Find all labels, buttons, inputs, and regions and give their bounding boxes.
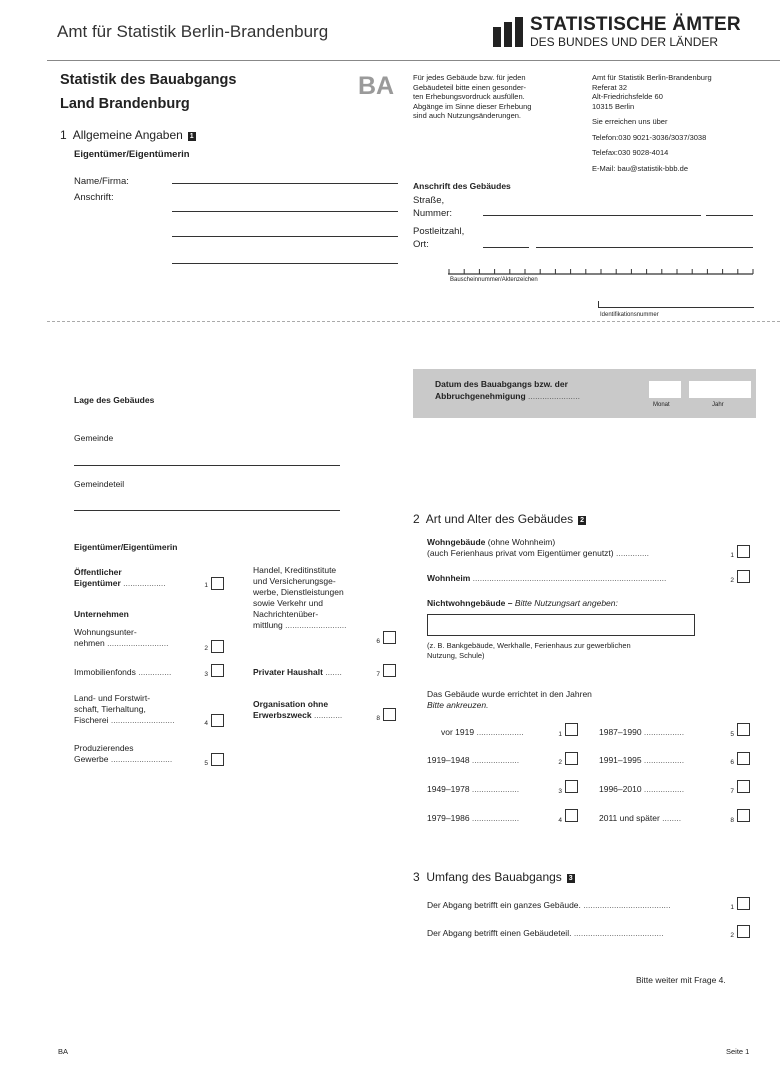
- year-option-checkbox[interactable]: [565, 752, 578, 765]
- logo-line1: STATISTISCHE ÄMTER: [530, 14, 741, 35]
- building-address-heading: Anschrift des Gebäudes: [413, 181, 511, 191]
- house-number-field[interactable]: [706, 215, 753, 216]
- logo: [492, 14, 762, 50]
- usage-type-hint: (z. B. Bankgebäude, Werkhalle, Ferienhaus zur gewerblichen Nutzung, Schule): [427, 641, 631, 660]
- year-option-label: 1991–1995 .................: [599, 755, 685, 765]
- district-field[interactable]: [74, 510, 340, 511]
- year-option-label: 1987–1990 .................: [599, 727, 685, 737]
- header-divider: [47, 60, 780, 61]
- year-option-checkbox[interactable]: [565, 723, 578, 736]
- city-field[interactable]: [536, 247, 753, 248]
- id-number-label: Identifikationsnummer: [600, 312, 659, 318]
- form-title-1: Statistik des Bauabgangs: [60, 72, 237, 88]
- building-part-label: Der Abgang betrifft einen Gebäudeteil. ......................................: [427, 928, 664, 938]
- built-years-heading: Das Gebäude wurde errichtet in den Jahren Bitte ankreuzen.: [427, 689, 592, 710]
- nonresidential-label: Nichtwohngebäude – Bitte Nutzungsart angeben:: [427, 598, 618, 608]
- owner-heading: Eigentümer/Eigentümerin: [74, 149, 190, 160]
- year-option-label: 1919–1948 ....................: [427, 755, 520, 765]
- postal-code-field[interactable]: [483, 247, 529, 248]
- location-heading: Lage des Gebäudes: [74, 395, 155, 405]
- page-number: Seite 1: [726, 1047, 750, 1056]
- year-option-label: 1996–2010 .................: [599, 784, 685, 794]
- public-owner-label: Öffentlicher Eigentümer ..................: [74, 567, 166, 588]
- nonprofit-label: Organisation ohne Erwerbszweck ............: [253, 699, 343, 720]
- housing-company-checkbox[interactable]: [211, 640, 224, 653]
- usage-type-input[interactable]: [427, 614, 695, 636]
- bauschein-label: Bauscheinnummer/Aktenzeichen: [450, 277, 538, 283]
- manufacturing-checkbox[interactable]: [211, 753, 224, 766]
- year-option-checkbox[interactable]: [565, 809, 578, 822]
- year-option-label: 1949–1978 ....................: [427, 784, 520, 794]
- nonprofit-checkbox[interactable]: [383, 708, 396, 721]
- district-label: Gemeindeteil: [74, 479, 125, 489]
- residential-checkbox[interactable]: [737, 545, 750, 558]
- section-divider: [47, 321, 780, 322]
- whole-building-label: Der Abgang betrifft ein ganzes Gebäude. .....................................: [427, 900, 671, 910]
- address-label: Anschrift:: [74, 192, 114, 203]
- form-code: BA: [358, 72, 395, 100]
- street-label-2: Nummer:: [413, 208, 453, 219]
- address-field-2[interactable]: [172, 236, 398, 237]
- date-label-1: Datum des Bauabgangs bzw. der: [435, 379, 568, 389]
- section3-heading: 3 Umfang des Bauabgangs 3: [413, 870, 573, 884]
- contact-block: Amt für Statistik Berlin-Brandenburg Referat 32 Alt-Friedrichsfelde 60 10315 Berlin Sie erreichen uns über Telefon:030 9021-3036/3037/3038 Telefax:030 9028-4014 E-Mail: bau@statistik-bbb.de: [592, 73, 712, 173]
- municipality-field[interactable]: [74, 465, 340, 466]
- continue-note: Bitte weiter mit Frage 4.: [636, 975, 726, 985]
- building-part-checkbox[interactable]: [737, 925, 750, 938]
- bauschein-number-field[interactable]: [448, 266, 758, 276]
- owner-type-heading: Eigentümer/Eigentümerin: [74, 542, 178, 552]
- bar-chart-logo-icon: [492, 17, 526, 47]
- year-option-checkbox[interactable]: [565, 780, 578, 793]
- form-title-2: Land Brandenburg: [60, 96, 190, 112]
- year-option-label: vor 1919 ....................: [441, 727, 524, 737]
- footer-form-code: BA: [58, 1047, 69, 1056]
- trade-label: Handel, Kreditinstitute und Versicherungsge- werbe, Dienstleistungen sowie Verkehr und Nachrichtenüber- mittlung ..........................: [253, 565, 347, 630]
- date-box: [413, 369, 756, 418]
- manufacturing-label: Produzierendes Gewerbe ..........................: [74, 743, 173, 764]
- trade-checkbox[interactable]: [383, 631, 396, 644]
- residential-label: Wohngebäude (ohne Wohnheim) (auch Ferienhaus privat vom Eigentümer genutzt) ..............: [427, 537, 650, 558]
- month-field[interactable]: [649, 381, 681, 398]
- hostel-checkbox[interactable]: [737, 570, 750, 583]
- section2-heading: 2 Art und Alter des Gebäudes 2: [413, 512, 585, 526]
- companies-heading: Unternehmen: [74, 609, 129, 619]
- logo-line2: DES BUNDES UND DER LÄNDER: [530, 35, 719, 49]
- real-estate-fund-checkbox[interactable]: [211, 664, 224, 677]
- private-household-checkbox[interactable]: [383, 664, 396, 677]
- housing-company-label: Wohnungsunter- nehmen ..........................: [74, 627, 169, 648]
- month-label: Monat: [653, 402, 670, 408]
- year-option-checkbox[interactable]: [737, 723, 750, 736]
- instructions: Für jedes Gebäude bzw. für jeden Gebäudeteil bitte einen gesonder- ten Erhebungsvordruck ausfüllen. Abgänge im Sinne dieser Erhebung sind auch Nutzungsänderungen.: [413, 73, 532, 120]
- office-title: Amt für Statistik Berlin-Brandenburg: [57, 22, 329, 41]
- year-field[interactable]: [689, 381, 751, 398]
- date-label-2: Abbruchgenehmigung ......................: [435, 391, 580, 401]
- address-field-1[interactable]: [172, 211, 398, 212]
- address-field-3[interactable]: [172, 263, 398, 264]
- private-household-label: Privater Haushalt .......: [253, 667, 342, 677]
- agriculture-label: Land- und Forstwirt- schaft, Tierhaltung, Fischerei ...........................: [74, 693, 175, 725]
- postal-label-1: Postleitzahl,: [413, 226, 465, 237]
- municipality-label: Gemeinde: [74, 433, 114, 443]
- year-option-label: 1979–1986 ....................: [427, 813, 520, 823]
- real-estate-fund-label: Immobilienfonds ..............: [74, 667, 172, 677]
- year-option-checkbox[interactable]: [737, 780, 750, 793]
- section1-heading: 1 Allgemeine Angaben 1: [60, 128, 194, 142]
- street-label-1: Straße,: [413, 195, 445, 206]
- public-owner-checkbox[interactable]: [211, 577, 224, 590]
- name-field[interactable]: [172, 183, 398, 184]
- id-number-field[interactable]: [598, 301, 754, 308]
- postal-label-2: Ort:: [413, 239, 429, 250]
- agriculture-checkbox[interactable]: [211, 714, 224, 727]
- year-option-label: 2011 und später ........: [599, 813, 682, 823]
- year-option-checkbox[interactable]: [737, 809, 750, 822]
- hostel-label: Wohnheim ..................................................................................: [427, 573, 667, 583]
- year-option-checkbox[interactable]: [737, 752, 750, 765]
- year-label: Jahr: [712, 402, 724, 408]
- name-label: Name/Firma:: [74, 176, 129, 187]
- whole-building-checkbox[interactable]: [737, 897, 750, 910]
- street-field[interactable]: [483, 215, 701, 216]
